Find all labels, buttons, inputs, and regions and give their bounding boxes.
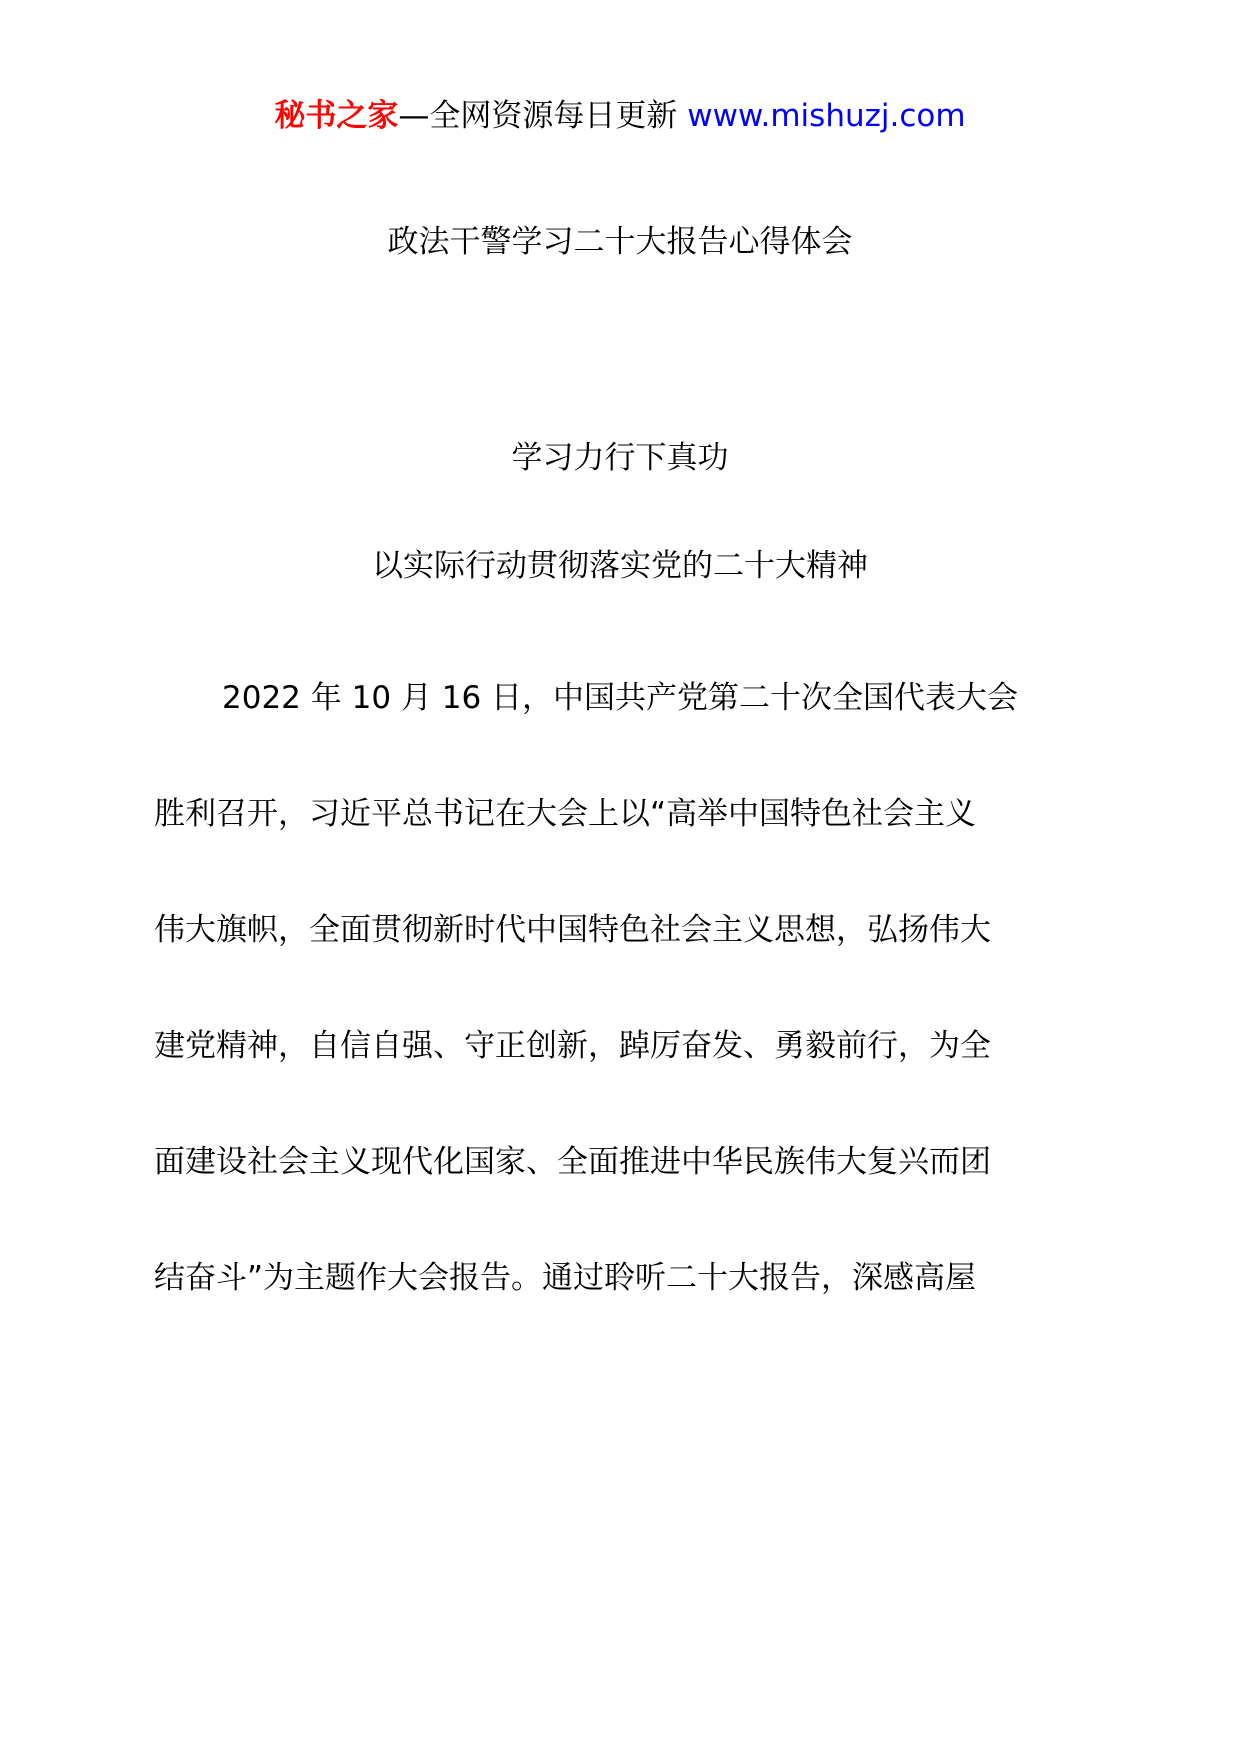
- document-subtitle-main: 学习力行下真功: [511, 440, 729, 476]
- brand-name: 秘书之家: [274, 98, 399, 134]
- paragraph-line-2: 胜利召开，习近平总书记在大会上以“高举中国特色社会主义: [154, 796, 977, 832]
- site-header: [0, 96, 1240, 136]
- document-title: 政法干警学习二十大报告心得体会: [387, 224, 853, 260]
- paragraph-line-1: 2022 年 10 月 16 日，中国共产党第二十次全国代表大会: [222, 680, 1019, 716]
- site-url-link[interactable]: www.mishuzj.com: [687, 98, 966, 134]
- document-subtitle-secondary: 以实际行动贯彻落实党的二十大精神: [372, 548, 868, 584]
- paragraph-line-6: 结奋斗”为主题作大会报告。通过聆听二十大报告，深感高屋: [154, 1260, 977, 1296]
- header-slogan: —全网资源每日更新: [398, 98, 688, 134]
- paragraph-line-5: 面建设社会主义现代化国家、全面推进中华民族伟大复兴而团: [154, 1144, 991, 1180]
- paragraph-line-4: 建党精神，自信自强、守正创新，踔厉奋发、勇毅前行，为全: [154, 1028, 991, 1064]
- paragraph-line-3: 伟大旗帜，全面贯彻新时代中国特色社会主义思想，弘扬伟大: [154, 912, 991, 948]
